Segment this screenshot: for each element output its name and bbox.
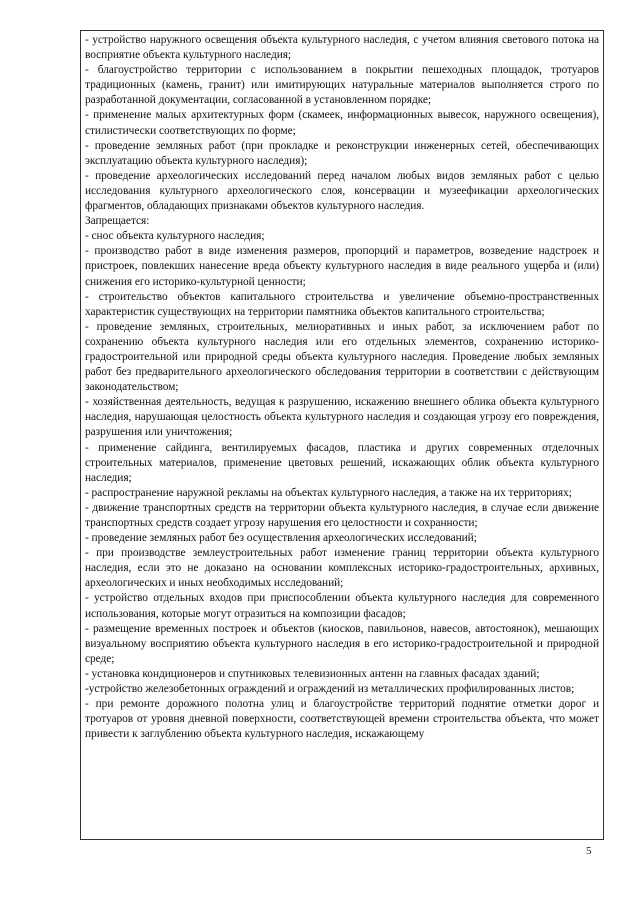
page-number: 5 <box>586 845 592 857</box>
paragraph: - размещение временных построек и объектов (киосков, павильонов, навесов, автостоянок), мешающих визуальному восприятию объекта культурного наследия в его историко-градостроительной и природной среде; <box>85 622 599 665</box>
paragraph: - снос объекта культурного наследия; <box>85 230 265 243</box>
paragraph: - проведение земляных, строительных, мелиоративных и иных работ, за исключением работ по сохранению объекта культурного наследия или его отдельных элементов, сохранению историко-градостроительной или природной среды объекта культурного наследия. Проведение любых земляных работ без предварительного археологического обследования территории в соответствии с действующим законодательством; <box>85 320 599 394</box>
paragraph: - хозяйственная деятельность, ведущая к разрушению, искажению внешнего облика объекта культурного наследия, нарушающая целостность объекта культурного наследия и создающая угрозу его повреждения, разрушения или уничтожения; <box>85 396 599 439</box>
paragraph: - строительство объектов капитального строительства и увеличение объемно-пространственных характеристик существующих на территории памятника объектов капитального строительства; <box>85 290 599 318</box>
paragraph: - установка кондиционеров и спутниковых телевизионных антенн на главных фасадах зданий; <box>85 667 540 680</box>
paragraph: - устройство наружного освещения объекта культурного наследия, с учетом влияния светового потока на восприятие объекта культурного наследия; <box>85 34 599 62</box>
paragraph: - производство работ в виде изменения размеров, пропорций и параметров, возведение надстроек и пристроек, повлекших нанесение вреда объекту культурного наследия в виде реального ущерба и (или) снижения его историко-культурной ценности; <box>85 245 599 288</box>
paragraph: - благоустройство территории с использованием в покрытии пешеходных площадок, тротуаров традиционных (камень, гранит) или имитирующих натуральные материалов выполняется строго по разработанной документации, согласованной в установленном порядке; <box>85 64 599 107</box>
paragraph: - движение транспортных средств на территории объекта культурного наследия, в случае если движение транспортных средств создает угрозу нарушения его целостности и сохранности; <box>85 501 599 529</box>
paragraph: - проведение земляных работ без осуществления археологических исследований; <box>85 532 477 545</box>
text-frame <box>80 30 604 840</box>
paragraph: - применение сайдинга, вентилируемых фасадов, пластика и других современных отделочных строительных материалов, применение цветовых решений, искажающих облик объекта культурного наследия; <box>85 441 599 484</box>
paragraph: - при ремонте дорожного полотна улиц и благоустройстве территорий поднятие отметки дорог и тротуаров от уровня дневной поверхности, соответствующей времени строительства объекта, что может привести к заглублению объекта культурного наследия, искажающему <box>85 698 599 741</box>
paragraph: - распространение наружной рекламы на объектах культурного наследия, а также на их территориях; <box>85 486 572 499</box>
paragraph: -устройство железобетонных ограждений и ограждений из металлических профилированных листов; <box>85 683 575 696</box>
section-heading: Запрещается: <box>85 215 150 228</box>
paragraph: - при производстве землеустроительных работ изменение границ территории объекта культурного наследия, если это не доказано на основании комплексных историко-градостроительных, архивных, археологических и иных необходимых исследований; <box>85 547 599 590</box>
paragraph: - проведение археологических исследований перед началом любых видов земляных работ с целью исследования культурного археологического слоя, консервации и музеефикации археологических фрагментов, обладающих признаками объектов культурного наследия. <box>85 169 599 213</box>
paragraph: - проведение земляных работ (при прокладке и реконструкции инженерных сетей, обеспечивающих эксплуатацию объекта культурного наследия); <box>85 139 599 167</box>
paragraph: - применение малых архитектурных форм (скамеек, информационных вывесок, наружного освещения), стилистически соответствующих по форме; <box>85 109 599 137</box>
paragraph: - устройство отдельных входов при приспособлении объекта культурного наследия для современного использования, которые могут отразиться на композиции фасадов; <box>85 592 599 620</box>
